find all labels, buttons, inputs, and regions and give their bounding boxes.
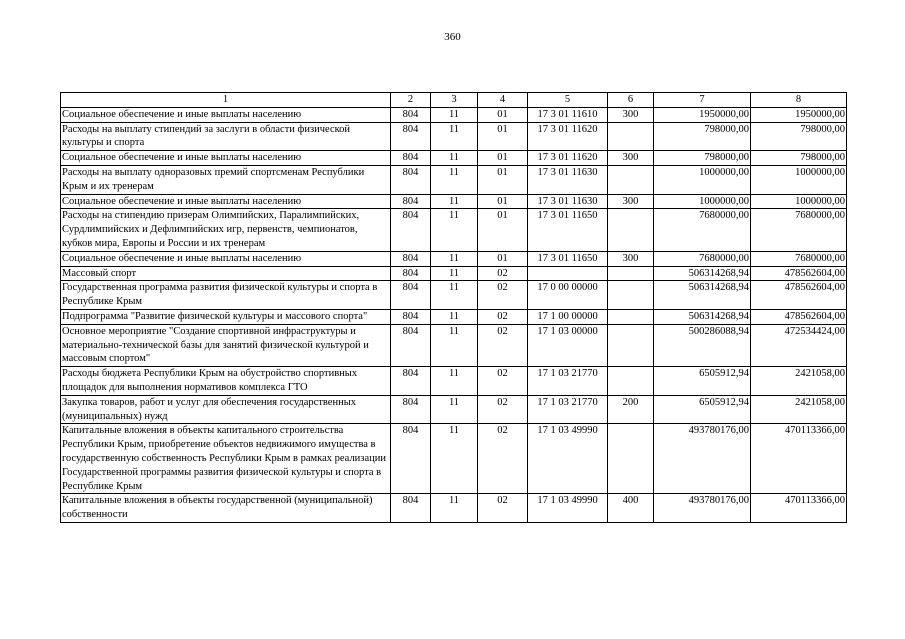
row-name-cell: Социальное обеспечение и иные выплаты населению (61, 194, 391, 209)
row-vr-cell: 300 (608, 251, 654, 266)
column-header: 3 (431, 93, 478, 108)
row-rz-cell: 11 (431, 494, 478, 523)
row-sum-2020-cell: 7680000,00 (751, 251, 847, 266)
row-name-cell: Закупка товаров, работ и услуг для обеспечения государственных (муниципальных) нужд (61, 395, 391, 424)
row-rz-cell: 11 (431, 151, 478, 166)
row-sum-2020-cell: 798000,00 (751, 122, 847, 151)
row-name-cell: Капитальные вложения в объекты государственной (муниципальной) собственности (61, 494, 391, 523)
row-ved-cell: 804 (391, 107, 431, 122)
row-sum-2020-cell: 2421058,00 (751, 395, 847, 424)
row-pr-cell: 02 (478, 309, 528, 324)
row-ved-cell: 804 (391, 309, 431, 324)
row-pr-cell: 01 (478, 251, 528, 266)
row-rz-cell: 11 (431, 266, 478, 281)
row-ved-cell: 804 (391, 395, 431, 424)
row-csr-cell: 17 3 01 11650 (528, 251, 608, 266)
row-sum-2019-cell: 6505912,94 (654, 395, 751, 424)
table-row (61, 395, 847, 424)
row-pr-cell: 02 (478, 367, 528, 396)
header-row (61, 93, 847, 108)
column-header: 5 (528, 93, 608, 108)
row-ved-cell: 804 (391, 424, 431, 494)
row-rz-cell: 11 (431, 165, 478, 194)
row-name-cell: Расходы на выплату одноразовых премий спортсменам Республики Крым и их тренерам (61, 165, 391, 194)
row-vr-cell (608, 266, 654, 281)
table-row (61, 151, 847, 166)
row-ved-cell: 804 (391, 324, 431, 366)
row-sum-2020-cell: 478562604,00 (751, 266, 847, 281)
column-header: 1 (61, 93, 391, 108)
row-sum-2019-cell: 7680000,00 (654, 251, 751, 266)
row-sum-2019-cell: 506314268,94 (654, 266, 751, 281)
row-csr-cell: 17 1 03 00000 (528, 324, 608, 366)
row-ved-cell: 804 (391, 151, 431, 166)
row-sum-2020-cell: 1000000,00 (751, 194, 847, 209)
row-sum-2020-cell: 478562604,00 (751, 281, 847, 310)
row-name-cell: Подпрограмма "Развитие физической культуры и массового спорта" (61, 309, 391, 324)
row-name-cell: Расходы бюджета Республики Крым на обустройство спортивных площадок для выполнения нормативов комплекса ГТО (61, 367, 391, 396)
row-rz-cell: 11 (431, 324, 478, 366)
row-vr-cell: 200 (608, 395, 654, 424)
row-ved-cell: 804 (391, 266, 431, 281)
table-row (61, 209, 847, 251)
row-pr-cell: 02 (478, 424, 528, 494)
row-ved-cell: 804 (391, 194, 431, 209)
row-name-cell: Расходы на стипендию призерам Олимпийских, Паралимпийских, Сурдлимпийских и Дефлимпийских игр, первенств, чемпионатов, кубков мира, Европы и России и их тренерам (61, 209, 391, 251)
row-vr-cell (608, 122, 654, 151)
row-pr-cell: 02 (478, 395, 528, 424)
row-vr-cell (608, 309, 654, 324)
row-vr-cell (608, 209, 654, 251)
row-csr-cell: 17 3 01 11630 (528, 165, 608, 194)
row-csr-cell: 17 1 03 21770 (528, 367, 608, 396)
row-sum-2020-cell: 470113366,00 (751, 424, 847, 494)
row-sum-2020-cell: 472534424,00 (751, 324, 847, 366)
row-name-cell: Массовый спорт (61, 266, 391, 281)
row-sum-2019-cell: 798000,00 (654, 151, 751, 166)
row-name-cell: Основное мероприятие "Создание спортивной инфраструктуры и материально-технической базы для занятий физической культурой и массовым спортом" (61, 324, 391, 366)
row-pr-cell: 01 (478, 209, 528, 251)
row-ved-cell: 804 (391, 281, 431, 310)
row-rz-cell: 11 (431, 281, 478, 310)
row-csr-cell: 17 1 00 00000 (528, 309, 608, 324)
row-sum-2019-cell: 1000000,00 (654, 165, 751, 194)
row-pr-cell: 01 (478, 122, 528, 151)
row-pr-cell: 02 (478, 494, 528, 523)
row-rz-cell: 11 (431, 107, 478, 122)
table-row (61, 122, 847, 151)
column-header: 6 (608, 93, 654, 108)
row-csr-cell: 17 0 00 00000 (528, 281, 608, 310)
row-rz-cell: 11 (431, 367, 478, 396)
row-csr-cell: 17 3 01 11630 (528, 194, 608, 209)
column-header: 8 (751, 93, 847, 108)
row-pr-cell: 01 (478, 107, 528, 122)
row-sum-2019-cell: 493780176,00 (654, 494, 751, 523)
budget-table (60, 92, 847, 523)
row-sum-2019-cell: 500286088,94 (654, 324, 751, 366)
row-csr-cell: 17 1 03 21770 (528, 395, 608, 424)
row-csr-cell: 17 1 03 49990 (528, 424, 608, 494)
row-rz-cell: 11 (431, 251, 478, 266)
row-rz-cell: 11 (431, 424, 478, 494)
row-vr-cell (608, 165, 654, 194)
row-csr-cell: 17 1 03 49990 (528, 494, 608, 523)
row-name-cell: Социальное обеспечение и иные выплаты населению (61, 251, 391, 266)
row-name-cell: Социальное обеспечение и иные выплаты населению (61, 107, 391, 122)
row-sum-2019-cell: 1950000,00 (654, 107, 751, 122)
row-vr-cell: 400 (608, 494, 654, 523)
column-header: 7 (654, 93, 751, 108)
row-sum-2019-cell: 1000000,00 (654, 194, 751, 209)
table-row (61, 367, 847, 396)
row-sum-2019-cell: 7680000,00 (654, 209, 751, 251)
table-row (61, 251, 847, 266)
table-row (61, 494, 847, 523)
page-number: 360 (444, 31, 461, 43)
table-row (61, 107, 847, 122)
column-header: 4 (478, 93, 528, 108)
row-sum-2019-cell: 6505912,94 (654, 367, 751, 396)
row-vr-cell (608, 367, 654, 396)
row-rz-cell: 11 (431, 209, 478, 251)
row-vr-cell (608, 281, 654, 310)
row-sum-2020-cell: 798000,00 (751, 151, 847, 166)
table-row (61, 194, 847, 209)
table-row (61, 281, 847, 310)
row-pr-cell: 01 (478, 194, 528, 209)
row-vr-cell: 300 (608, 107, 654, 122)
row-sum-2019-cell: 493780176,00 (654, 424, 751, 494)
table-row (61, 424, 847, 494)
row-name-cell: Расходы на выплату стипендий за заслуги в области физической культуры и спорта (61, 122, 391, 151)
row-pr-cell: 01 (478, 151, 528, 166)
row-vr-cell (608, 324, 654, 366)
row-ved-cell: 804 (391, 165, 431, 194)
table-row (61, 309, 847, 324)
row-sum-2019-cell: 798000,00 (654, 122, 751, 151)
row-pr-cell: 02 (478, 281, 528, 310)
row-name-cell: Государственная программа развития физической культуры и спорта в Республике Крым (61, 281, 391, 310)
row-rz-cell: 11 (431, 309, 478, 324)
row-vr-cell (608, 424, 654, 494)
column-header: 2 (391, 93, 431, 108)
row-pr-cell: 02 (478, 324, 528, 366)
row-vr-cell: 300 (608, 194, 654, 209)
row-ved-cell: 804 (391, 209, 431, 251)
row-name-cell: Капитальные вложения в объекты капитального строительства Республики Крым, приобретение объектов недвижимого имущества в государственную собственность Республики Крым в рамках реализации Государственной программы развития физической культуры и спорта в Республике Крым (61, 424, 391, 494)
row-sum-2020-cell: 1950000,00 (751, 107, 847, 122)
row-rz-cell: 11 (431, 395, 478, 424)
row-rz-cell: 11 (431, 194, 478, 209)
row-pr-cell: 01 (478, 165, 528, 194)
row-pr-cell: 02 (478, 266, 528, 281)
row-csr-cell: 17 3 01 11610 (528, 107, 608, 122)
row-ved-cell: 804 (391, 494, 431, 523)
row-ved-cell: 804 (391, 122, 431, 151)
row-ved-cell: 804 (391, 251, 431, 266)
row-sum-2020-cell: 7680000,00 (751, 209, 847, 251)
table-row (61, 324, 847, 366)
table-row (61, 266, 847, 281)
row-sum-2019-cell: 506314268,94 (654, 309, 751, 324)
row-vr-cell: 300 (608, 151, 654, 166)
row-rz-cell: 11 (431, 122, 478, 151)
table-row (61, 165, 847, 194)
row-sum-2020-cell: 470113366,00 (751, 494, 847, 523)
row-sum-2019-cell: 506314268,94 (654, 281, 751, 310)
row-csr-cell: 17 3 01 11650 (528, 209, 608, 251)
row-sum-2020-cell: 1000000,00 (751, 165, 847, 194)
row-csr-cell: 17 3 01 11620 (528, 122, 608, 151)
row-sum-2020-cell: 478562604,00 (751, 309, 847, 324)
row-csr-cell (528, 266, 608, 281)
row-name-cell: Социальное обеспечение и иные выплаты населению (61, 151, 391, 166)
row-sum-2020-cell: 2421058,00 (751, 367, 847, 396)
row-csr-cell: 17 3 01 11620 (528, 151, 608, 166)
row-ved-cell: 804 (391, 367, 431, 396)
